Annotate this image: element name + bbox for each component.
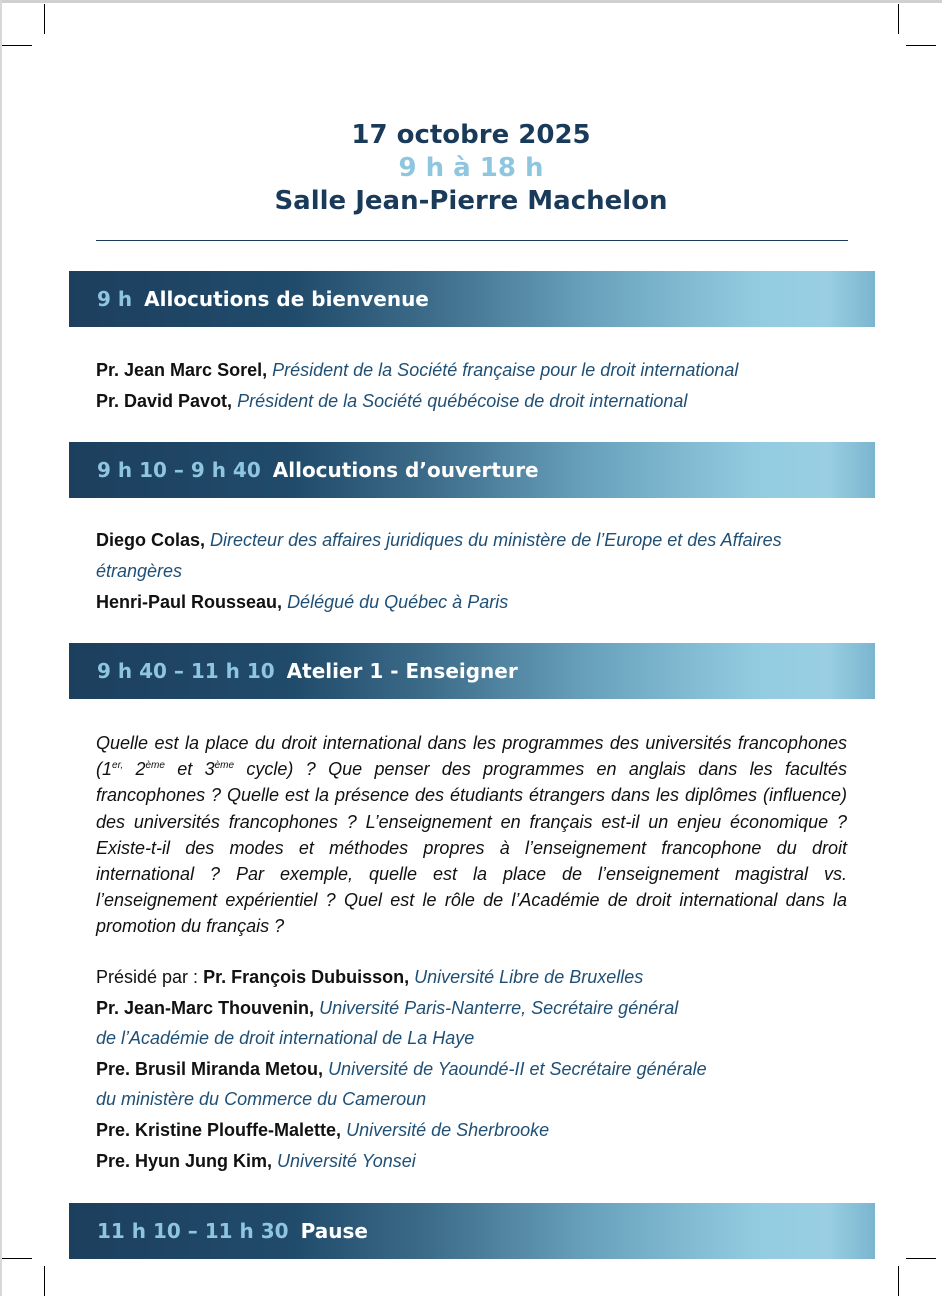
speaker-role-continued: étrangères [96,561,183,581]
speaker-line [96,993,678,1024]
crop-mark [906,1258,936,1259]
speaker-name: Pre. Kristine Plouffe-Malette, [96,1120,342,1140]
speaker-name: Pr. David Pavot, [96,391,233,411]
speaker-name: Pr. Jean-Marc Thouvenin, [96,998,315,1018]
speaker-role: Université Libre de Bruxelles [414,967,644,987]
session-time: 11 h 10 – 11 h 30 [97,1219,289,1243]
speaker-line [96,587,508,618]
event-room: Salle Jean-Pierre Machelon [274,186,668,216]
speaker-role: Directeur des affaires juridiques du ministère de l’Europe et des Affaires [210,530,782,550]
superscript: ème [145,760,165,772]
description-text: cycle) ? Que penser des programmes en anglais dans les facultés francophones ? Quelle est la présence des étudiants étrangers dans les diplômes (influence) des universités francophones ? L’enseignement en français est-il un enjeu économique ? Existe-t-il des modes et méthodes propres à l’enseignement francophone du droit international ? Par exemple, quelle est la place de l’enseignement magistral vs. l’enseignement expérientiel ? Quel est le rôle de l’Académie de droit international dans la promotion du français ? [96,759,847,937]
crop-mark [898,1266,899,1296]
chair-label: Présidé par : [96,967,204,987]
speaker-role: Délégué du Québec à Paris [287,592,509,612]
speaker-role-continued: du ministère du Commerce du Cameroun [96,1089,427,1109]
speaker-line-continued [96,1023,474,1054]
speaker-line [96,355,738,386]
crop-mark [44,4,45,34]
session-header-welcome [69,271,875,327]
session-title: Allocutions de bienvenue [144,287,429,311]
description-text: et 3 [164,759,215,780]
speaker-line [96,525,782,556]
page-top-edge [0,0,942,3]
speaker-role: Université de Sherbrooke [346,1120,550,1140]
speaker-name: Pre. Brusil Miranda Metou, [96,1059,324,1079]
crop-mark [44,1266,45,1296]
speaker-line [96,1054,707,1085]
session-time: 9 h 40 – 11 h 10 [97,659,275,683]
speaker-role: Université Paris-Nanterre, Secrétaire général [319,998,679,1018]
speaker-role: Université de Yaoundé-II et Secrétaire générale [328,1059,707,1079]
superscript: ème [214,760,235,772]
superscript: er, [112,760,124,772]
session-title: Allocutions d’ouverture [272,458,539,482]
speaker-role: Président de la Société québécoise de droit international [237,391,688,411]
speaker-line [96,1146,416,1177]
speaker-name: Diego Colas, [96,530,206,550]
event-date: 17 octobre 2025 [351,120,591,150]
event-header [0,118,942,218]
speaker-line-continued [96,556,182,587]
description-text: 2 [123,759,146,780]
crop-mark [2,1258,32,1259]
chair-line [96,962,643,993]
session-time: 9 h 10 – 9 h 40 [97,458,261,482]
speaker-role: Président de la Société française pour le droit international [272,360,739,380]
description-text: Quelle est la place du droit international dans les programmes des universités francophones (1 [96,733,847,780]
speaker-line [96,386,687,417]
session-title: Pause [300,1219,368,1243]
session-time: 9 h [97,287,133,311]
speaker-line-continued [96,1084,426,1115]
speaker-name: Henri-Paul Rousseau, [96,592,283,612]
event-hours: 9 h à 18 h [398,153,544,183]
speaker-role: Université Yonsei [277,1151,416,1171]
speaker-role-continued: de l’Académie de droit international de La Haye [96,1028,475,1048]
session-title: Atelier 1 - Enseigner [286,659,518,683]
speaker-name: Pr. Jean Marc Sorel, [96,360,268,380]
session-header-workshop-1 [69,643,875,699]
crop-mark [906,45,936,46]
header-divider [96,240,848,241]
crop-mark [2,45,32,46]
crop-mark [898,4,899,34]
workshop-description [96,730,847,940]
session-header-break [69,1203,875,1259]
session-header-opening [69,442,875,498]
speaker-name: Pre. Hyun Jung Kim, [96,1151,273,1171]
speaker-line [96,1115,549,1146]
speaker-name: Pr. François Dubuisson, [203,967,410,987]
